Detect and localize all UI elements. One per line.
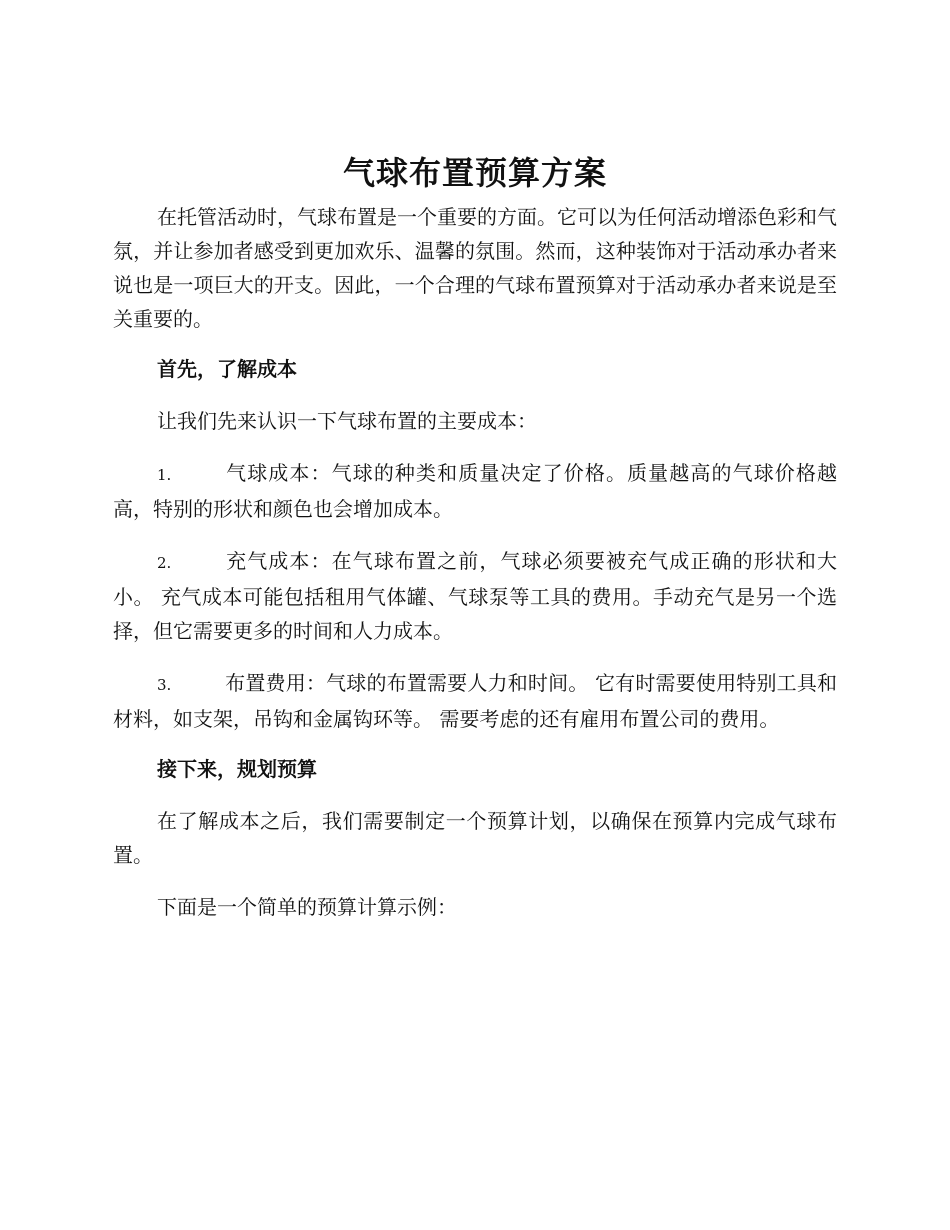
budget-paragraph: 在了解成本之后，我们需要制定一个预算计划，以确保在预算内完成气球布置。 bbox=[113, 809, 837, 867]
section-heading-costs: 首先，了解成本 bbox=[157, 357, 297, 381]
list-item-text: 气球成本：气球的种类和质量决定了价格。质量越高的气球价格越高，特别的形状和颜色也会增加成本。 bbox=[113, 461, 837, 521]
document-title: 气球布置预算方案 bbox=[342, 154, 607, 192]
list-item-text: 充气成本：在气球布置之前，气球必须要被充气成正确的形状和大小。 充气成本可能包括租用气体罐、气球泵等工具的费用。手动充气是另一个选择，但它需要更多的时间和人力成本。 bbox=[113, 549, 837, 643]
list-item-number: 2. bbox=[157, 554, 172, 572]
list-item-number: 3. bbox=[157, 676, 172, 694]
costs-lead-paragraph: 让我们先来认识一下气球布置的主要成本： bbox=[157, 409, 537, 433]
document-page bbox=[113, 150, 837, 924]
budget-example-lead: 下面是一个简单的预算计算示例： bbox=[157, 895, 457, 919]
intro-paragraph: 在托管活动时，气球布置是一个重要的方面。它可以为任何活动增添色彩和气氛，并让参加者感受到更加欢乐、温馨的氛围。然而，这种装饰对于活动承办者来说也是一项巨大的开支。因此，一个合理的气球布置预算对于活动承办者来说是至关重要的。 bbox=[113, 205, 837, 331]
list-item-text: 布置费用：气球的布置需要人力和时间。 它有时需要使用特别工具和材料，如支架，吊钩和金属钩环等。 需要考虑的还有雇用布置公司的费用。 bbox=[113, 671, 837, 731]
section-heading-budget: 接下来，规划预算 bbox=[157, 757, 317, 781]
list-item bbox=[113, 544, 837, 648]
list-item bbox=[113, 666, 837, 736]
list-item-number: 1. bbox=[157, 466, 172, 484]
list-item bbox=[113, 456, 837, 526]
